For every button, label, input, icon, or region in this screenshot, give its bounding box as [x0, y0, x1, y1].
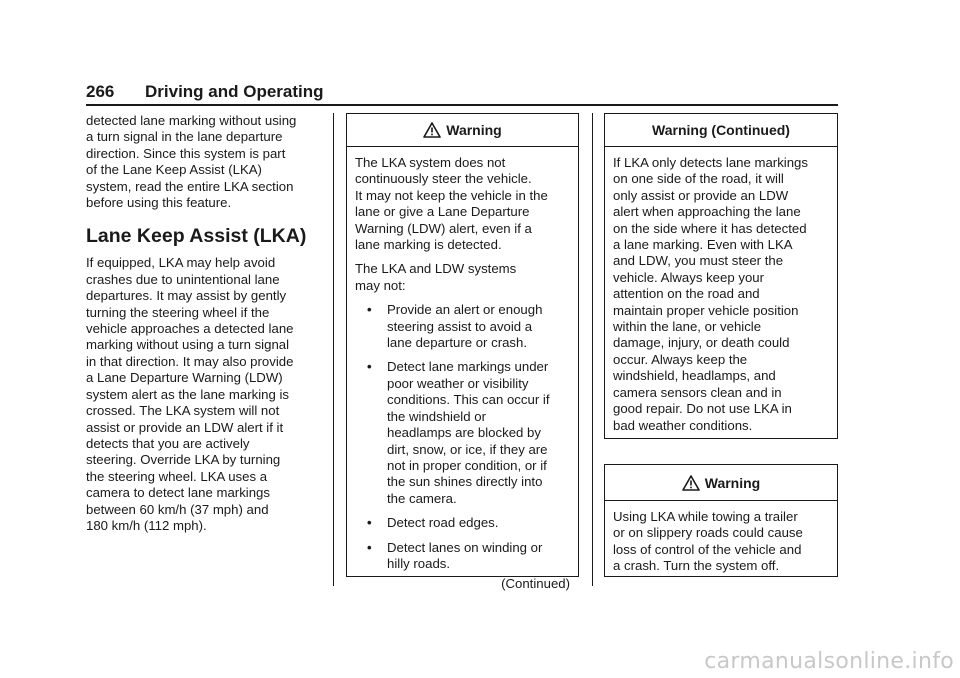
- text-line: direction. Since this system is part: [86, 145, 286, 161]
- text-line: on one side of the road, it will: [613, 171, 784, 187]
- bullet-item: [355, 359, 570, 507]
- warning-title: [347, 114, 578, 147]
- warning-title-text: Warning: [446, 122, 502, 138]
- text-line: on the side where it has detected: [613, 220, 807, 236]
- text-line: alert when approaching the lane: [613, 204, 801, 220]
- text-line: attention on the road and: [613, 286, 760, 302]
- text-line: Detect lane markings under: [387, 359, 549, 375]
- text-line: lane marking is detected.: [355, 237, 502, 253]
- text-line: and LDW, you must steer the: [613, 253, 784, 269]
- warning-triangle-icon: [682, 475, 700, 491]
- text-line: Using LKA while towing a trailer: [613, 509, 798, 524]
- text-line: the steering wheel. LKA uses a: [86, 468, 268, 484]
- text-line: occur. Always keep the: [613, 351, 748, 367]
- text-line: detects that you are actively: [86, 435, 250, 451]
- text-line: maintain proper vehicle position: [613, 302, 799, 318]
- text-line: Warning (LDW) alert, even if a: [355, 220, 532, 236]
- bullet-marker: •: [367, 515, 372, 531]
- text-line: Detect road edges.: [387, 515, 499, 531]
- text-line: or on slippery roads could cause: [613, 525, 803, 541]
- text-line: headlamps are blocked by: [387, 425, 541, 441]
- text-line: continuously steer the vehicle.: [355, 171, 532, 187]
- text-line: within the lane, or vehicle: [613, 319, 762, 335]
- bullet-marker: •: [367, 539, 372, 555]
- text-line: bad weather conditions.: [613, 417, 753, 433]
- towing-warning-box: [604, 464, 838, 577]
- text-line: in that direction. It may also provide: [86, 353, 294, 369]
- text-line: the camera.: [387, 490, 457, 506]
- text-line: If LKA only detects lane markings: [613, 155, 808, 170]
- text-line: hilly roads.: [387, 555, 451, 571]
- text-line: crashes due to unintentional lane: [86, 271, 280, 287]
- text-line: turning the steering wheel if the: [86, 304, 270, 320]
- text-line: Detect lanes on winding or: [387, 539, 543, 555]
- text-line: the windshield or: [387, 408, 486, 424]
- bullet-marker: •: [367, 359, 372, 375]
- text-line: a Lane Departure Warning (LDW): [86, 370, 283, 386]
- lka-description: [86, 255, 322, 534]
- text-line: lane or give a Lane Departure: [355, 204, 530, 220]
- continued-label: (Continued): [501, 576, 570, 592]
- text-line: vehicle approaches a detected lane: [86, 321, 294, 337]
- text-line: crossed. The LKA system will not: [86, 403, 280, 419]
- intro-paragraph: [86, 113, 322, 211]
- text-line: windshield, headlamps, and: [613, 368, 776, 384]
- text-line: It may not keep the vehicle in the: [355, 187, 548, 203]
- text-line: before using this feature.: [86, 195, 232, 211]
- bullet-item: [355, 540, 570, 573]
- column-divider: [333, 113, 334, 586]
- text-line: conditions. This can occur if: [387, 392, 550, 408]
- text-line: a lane marking. Even with LKA: [613, 237, 793, 253]
- bullet-marker: •: [367, 302, 372, 318]
- text-line: If equipped, LKA may help avoid: [86, 255, 276, 271]
- lka-heading: Lane Keep Assist (LKA): [86, 225, 307, 248]
- column-divider: [592, 113, 593, 586]
- text-line: The LKA system does not: [355, 155, 506, 170]
- text-line: Provide an alert or enough: [387, 302, 543, 318]
- text-line: system, read the entire LKA section: [86, 178, 294, 194]
- page-header: [86, 80, 838, 104]
- warning-paragraph: [613, 509, 829, 575]
- text-line: marking without using a turn signal: [86, 337, 290, 353]
- header-rule: [86, 104, 838, 106]
- text-line: a crash. Turn the system off.: [613, 558, 780, 574]
- warning-paragraph: [613, 155, 829, 434]
- watermark: carmanualsonline.info: [704, 649, 954, 674]
- text-line: loss of control of the vehicle and: [613, 541, 802, 557]
- text-line: departures. It may assist by gently: [86, 288, 287, 304]
- text-line: not in proper condition, or if: [387, 457, 547, 473]
- text-line: steering assist to avoid a: [387, 318, 533, 334]
- section-title: Driving and Operating: [145, 82, 324, 101]
- text-line: poor weather or visibility: [387, 375, 529, 391]
- text-line: steering. Override LKA by turning: [86, 452, 281, 468]
- text-line: good repair. Do not use LKA in: [613, 401, 792, 417]
- warning-box: [346, 113, 579, 592]
- text-line: damage, injury, or death could: [613, 335, 790, 351]
- warning-title: [605, 465, 837, 501]
- text-line: dirt, snow, or ice, if they are: [387, 441, 548, 457]
- text-line: detected lane marking without using: [86, 113, 297, 128]
- warning-continued-title: Warning (Continued): [605, 114, 837, 147]
- bullet-item: [355, 515, 570, 531]
- text-line: between 60 km/h (37 mph) and: [86, 501, 269, 517]
- text-line: The LKA and LDW systems: [355, 261, 517, 277]
- warning-title-text: Warning: [704, 475, 761, 491]
- warning-bullet-list: [355, 302, 570, 572]
- text-line: system alert as the lane marking is: [86, 386, 290, 402]
- text-line: a turn signal in the lane departure: [86, 129, 283, 145]
- text-line: camera to detect lane markings: [86, 485, 270, 501]
- text-line: vehicle. Always keep your: [613, 269, 764, 285]
- text-line: the sun shines directly into: [387, 474, 543, 490]
- bullet-item: [355, 302, 570, 351]
- text-line: may not:: [355, 277, 406, 293]
- text-line: 180 km/h (112 mph).: [86, 517, 207, 533]
- left-column: [86, 113, 322, 534]
- warning-triangle-icon: [423, 122, 441, 138]
- text-line: camera sensors clean and in: [613, 384, 782, 400]
- page-number: 266: [86, 82, 115, 101]
- warning-paragraph: [355, 155, 570, 253]
- warning-continued-box: [604, 113, 838, 439]
- text-line: assist or provide an LDW alert if it: [86, 419, 284, 435]
- text-line: only assist or provide an LDW: [613, 187, 789, 203]
- text-line: of the Lane Keep Assist (LKA): [86, 162, 262, 178]
- warning-paragraph: [355, 261, 570, 294]
- text-line: lane departure or crash.: [387, 335, 528, 351]
